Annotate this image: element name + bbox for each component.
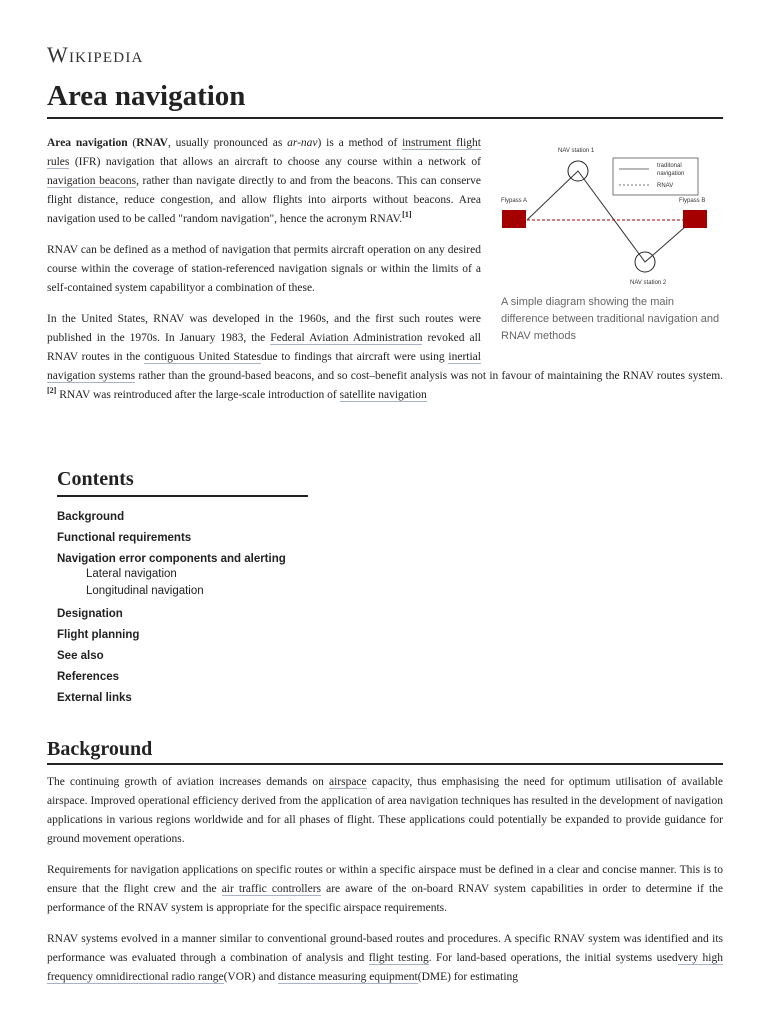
- toc-item-functional-requirements[interactable]: Functional requirements: [57, 532, 192, 544]
- text-span: . For land-based operations, the initial systems used: [428, 952, 678, 964]
- legend-traditional-label-1: traditonal: [657, 163, 682, 169]
- nav-station-1-label: NAV station 1: [558, 148, 595, 154]
- toc-item-longitudinal-navigation[interactable]: Longitudinal navigation: [86, 585, 204, 597]
- toc-item-navigation-error[interactable]: Navigation error components and alerting: [57, 553, 286, 565]
- reference-1[interactable]: [1]: [402, 210, 412, 220]
- section-heading-background: Background: [47, 735, 723, 765]
- title-divider: [47, 117, 723, 119]
- intro-paragraph-2: RNAV can be defined as a method of navigation that permits aircraft operation on any desired course within the coverage of station-referenced navigation signals or within the limits of a self-contained system capabilityor a combination of these.: [47, 244, 481, 294]
- toc-item-references[interactable]: References: [57, 671, 120, 683]
- toc-item-lateral-navigation[interactable]: Lateral navigation: [86, 568, 177, 580]
- nav-station-2-label: NAV station 2: [630, 280, 667, 286]
- figure-caption: A simple diagram showing the main difference between traditional navigation and RNAV methods: [501, 296, 720, 342]
- link-vor[interactable]: very high frequency omnidirectional radio range: [47, 952, 723, 983]
- pronunciation: ar-nav: [287, 137, 318, 149]
- text-span: ) is a method of: [317, 137, 403, 149]
- flypass-b-marker: [683, 210, 707, 228]
- background-body: [47, 773, 723, 987]
- toc-list: [57, 507, 357, 709]
- toc-item-background[interactable]: Background: [57, 511, 125, 523]
- link-flight-testing[interactable]: flight testing: [368, 952, 429, 964]
- link-airspace[interactable]: airspace: [328, 776, 367, 788]
- toc-item-designation[interactable]: Designation: [57, 608, 123, 620]
- text-span: In the United States, RNAV was developed in the 1960s, and the first such routes were published in the 1970s. In January 1983, the: [47, 313, 481, 344]
- text-span: The continuing growth of aviation increases demands on: [47, 776, 329, 788]
- text-span: rather than the ground-based beacons, and so cost–benefit analysis was not in favour of maintaining the RNAV routes system.: [135, 370, 724, 382]
- flypass-a-label: Flypass A: [501, 198, 528, 204]
- text-span: RNAV was reintroduced after the large-scale introduction of: [56, 389, 340, 401]
- text-span: revoked all RNAV routes in the: [47, 332, 481, 363]
- link-air-traffic-controllers[interactable]: air traffic controllers: [221, 883, 322, 895]
- link-federal-aviation-administration[interactable]: Federal Aviation Administration: [270, 332, 423, 344]
- intro-paragraph-1: Area navigation (RNAV, usually pronounced as ar-nav) is a method of instrument flight rules (IFR) navigation that allows an aircraft to choose any course within a network of navigation beacons, rather than navigate directly to and from the beacons. This can conserve flight distance, reduce congestion, and allow flights into airports without beacons. Area navigation used to be called "random navigation", hence the acronym RNAV.[1]: [47, 137, 481, 225]
- text-span: (VOR) and: [223, 971, 278, 983]
- toc-item-flight-planning[interactable]: Flight planning: [57, 629, 140, 641]
- rnav-diagram-figure: [501, 140, 723, 345]
- term-bold: Area navigation: [47, 137, 128, 149]
- background-section: [47, 735, 723, 999]
- text-span: Requirements for navigation applications on specific routes or within a specific airspace must be defined in a clear and concise manner. This is to ensure that the flight crew and the: [47, 864, 723, 895]
- page-title: Area navigation: [47, 80, 246, 112]
- toc-item-external-links[interactable]: External links: [57, 692, 132, 704]
- link-inertial-navigation-systems[interactable]: inertial navigation systems: [47, 351, 481, 382]
- rnav-diagram[interactable]: [501, 140, 723, 290]
- background-paragraph-2: [47, 861, 723, 918]
- diagram-legend: [613, 158, 698, 195]
- wikipedia-wordmark[interactable]: Wikipedia: [47, 42, 144, 67]
- link-navigation-beacons[interactable]: navigation beacons: [47, 175, 137, 187]
- text-span: RNAV systems evolved in a manner similar to conventional ground-based routes and procedures. A specific RNAV system was identified and its performance was evaluated through a combination of analysis and: [47, 933, 723, 964]
- link-contiguous-united-states[interactable]: contiguous United States: [144, 351, 261, 363]
- toc-heading: Contents: [57, 468, 308, 497]
- abbr-bold: RNAV: [136, 137, 168, 149]
- background-paragraph-1: [47, 773, 723, 849]
- reference-2[interactable]: [2]: [47, 386, 57, 396]
- text-span: , rather than navigate directly to and from the beacons. This can conserve flight distance, reduce congestion, and allow flights into airports without beacons. Area navigation used to be called "random navigation", hence the acronym RNAV.: [47, 175, 481, 225]
- link-instrument-flight-rules[interactable]: instrument flight rules: [47, 137, 481, 168]
- text-span: , usually pronounced as: [167, 137, 288, 149]
- text-span: due to findings that aircraft were using: [260, 351, 449, 363]
- legend-traditional-label-2: navigation: [657, 171, 685, 177]
- flypass-b-label: Flypass B: [679, 198, 706, 204]
- text-span: (IFR) navigation that allows an aircraft to choose any course within a network of: [69, 156, 481, 168]
- toc-item-see-also[interactable]: See also: [57, 650, 104, 662]
- text-span: are aware of the on-board RNAV system capabilities in order to determine if the performance of the RNAV system is appropriate for the specific airspace requirements.: [47, 883, 724, 914]
- intro-section: [47, 134, 723, 417]
- flypass-a-marker: [502, 210, 526, 228]
- table-of-contents: [57, 468, 357, 709]
- text-span: capacity, thus emphasising the need for optimum utilisation of available airspace. Improved operational efficiency derived from the application of area navigation techniques has resulted in the development of navigation applications in various regions worldwide and for all phases of flight. These applications could potentially be expanded to provide guidance for ground movement operations.: [47, 776, 723, 845]
- background-paragraph-3: [47, 930, 723, 987]
- text-span: (DME) for estimating: [417, 971, 519, 983]
- link-satellite-navigation[interactable]: satellite navigation: [339, 389, 427, 401]
- legend-rnav-label: RNAV: [657, 183, 674, 189]
- link-dme[interactable]: distance measuring equipment: [277, 971, 418, 983]
